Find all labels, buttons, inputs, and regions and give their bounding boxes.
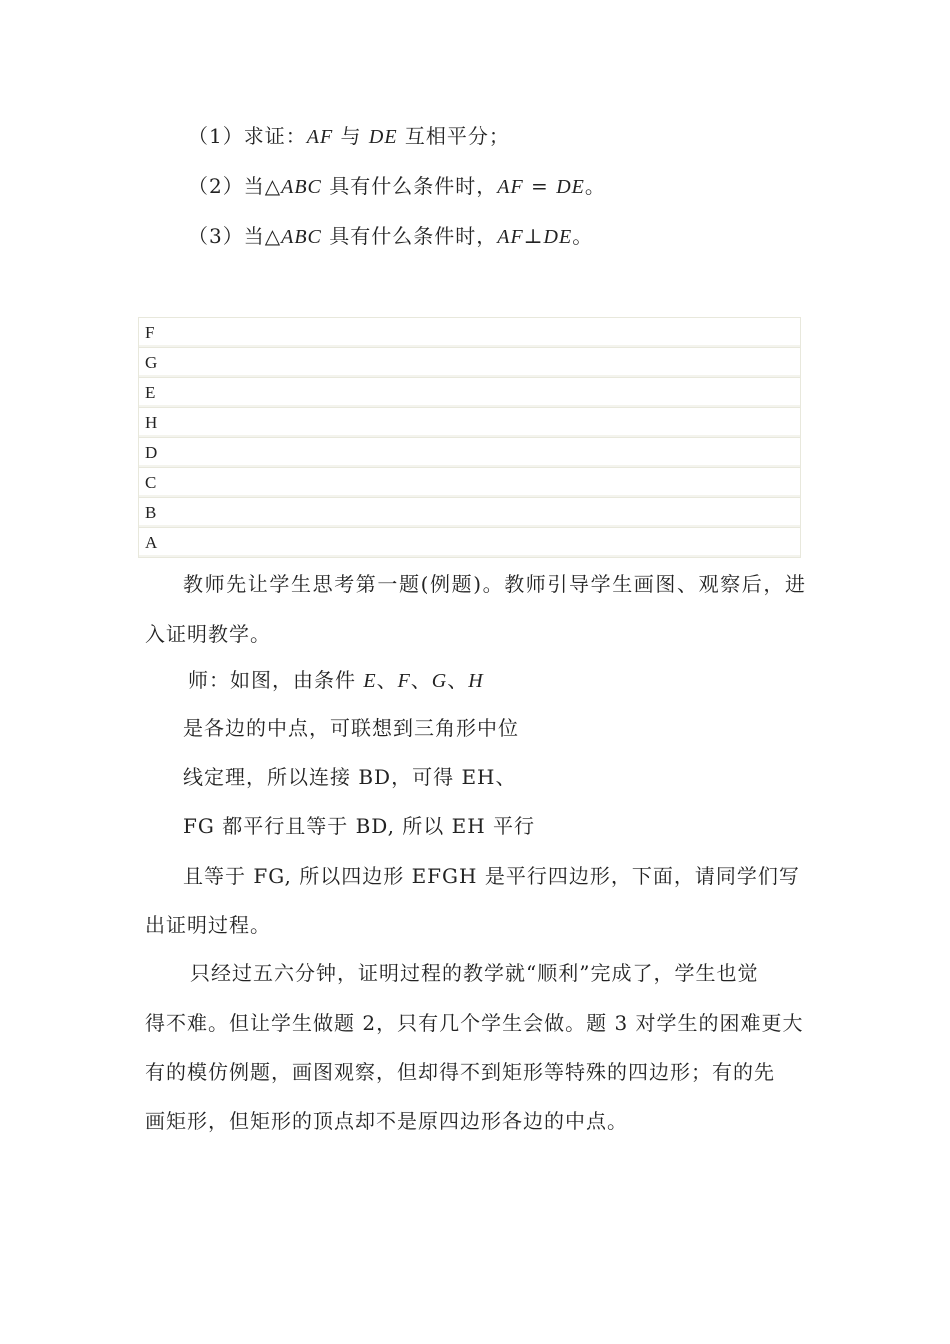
paragraph-3-line-3: 有的模仿例题，画图观察，但却得不到矩形等特殊的四边形；有的先 xyxy=(145,1060,775,1084)
segment-label: DE xyxy=(556,176,585,198)
paragraph-3-line-4: 画矩形，但矩形的顶点却不是原四边形各边的中点。 xyxy=(145,1109,628,1133)
triangle-label: ABC xyxy=(281,226,322,248)
figure-label-row xyxy=(139,318,801,348)
paragraph-2-line-2: 是各边的中点，可联想到三角形中位 xyxy=(183,716,519,740)
figure-label: F xyxy=(139,318,801,348)
separator: 、 xyxy=(376,668,398,692)
point-label: H xyxy=(468,670,484,692)
operator: ⊥ xyxy=(523,224,544,248)
segment-label: AF xyxy=(306,126,334,148)
figure-label: G xyxy=(139,348,801,378)
question-text: 。 xyxy=(584,174,606,198)
paragraph-2-line-4: FG 都平行且等于 BD, 所以 EH 平行 xyxy=(183,814,536,838)
question-text: 当△ xyxy=(243,224,282,248)
figure-label-row xyxy=(139,528,801,558)
separator: 、 xyxy=(447,668,469,692)
figure-label-row xyxy=(139,348,801,378)
question-number: （3） xyxy=(188,224,244,248)
question-text: 具有什么条件时， xyxy=(321,224,498,248)
question-2 xyxy=(188,172,606,201)
figure-label-row xyxy=(139,498,801,528)
question-number: （2） xyxy=(188,174,244,198)
question-text: 互相平分； xyxy=(397,124,510,148)
operator: = xyxy=(523,174,557,198)
question-3 xyxy=(188,222,593,251)
figure-label: B xyxy=(139,498,801,528)
segment-label: AF xyxy=(497,226,524,248)
paragraph-2-line-3: 线定理，所以连接 BD，可得 EH、 xyxy=(183,765,517,789)
question-text: 与 xyxy=(333,124,369,148)
question-text: 当△ xyxy=(243,174,282,198)
segment-label: DE xyxy=(368,126,398,148)
figure-label: C xyxy=(139,468,801,498)
figure-label: H xyxy=(139,408,801,438)
triangle-label: ABC xyxy=(281,176,322,198)
question-text: 求证： xyxy=(243,124,307,148)
figure-label-row xyxy=(139,378,801,408)
paragraph-1-line-1: 教师先让学生思考第一题(例题)。教师引导学生画图、观察后，进 xyxy=(183,572,807,596)
paragraph-2-line-6: 出证明过程。 xyxy=(145,913,271,937)
segment-label: AF xyxy=(497,176,524,198)
paragraph-2-line-1 xyxy=(188,666,484,695)
segment-label: DE xyxy=(543,226,573,248)
point-label: F xyxy=(397,670,411,692)
figure-label: E xyxy=(139,378,801,408)
question-number: （1） xyxy=(188,124,244,148)
point-label: G xyxy=(431,670,448,692)
figure-label: A xyxy=(139,528,801,558)
body-text: 师：如图，由条件 xyxy=(188,668,364,692)
separator: 、 xyxy=(410,668,432,692)
figure-label-row xyxy=(139,438,801,468)
question-text: 具有什么条件时， xyxy=(321,174,498,198)
figure-label: D xyxy=(139,438,801,468)
question-text: 。 xyxy=(572,224,594,248)
figure-label-row xyxy=(139,468,801,498)
paragraph-2-line-5: 且等于 FG, 所以四边形 EFGH 是平行四边形，下面，请同学们写 xyxy=(183,864,800,888)
figure-label-table xyxy=(138,317,801,558)
paragraph-1-line-2: 入证明教学。 xyxy=(145,622,271,646)
paragraph-3-line-2: 得不难。但让学生做题 2，只有几个学生会做。题 3 对学生的困难更大 xyxy=(145,1011,804,1035)
question-1 xyxy=(188,122,510,151)
figure-label-row xyxy=(139,408,801,438)
point-label: E xyxy=(363,670,377,692)
paragraph-3-line-1: 只经过五六分钟，证明过程的教学就“顺利”完成了，学生也觉 xyxy=(190,961,759,985)
